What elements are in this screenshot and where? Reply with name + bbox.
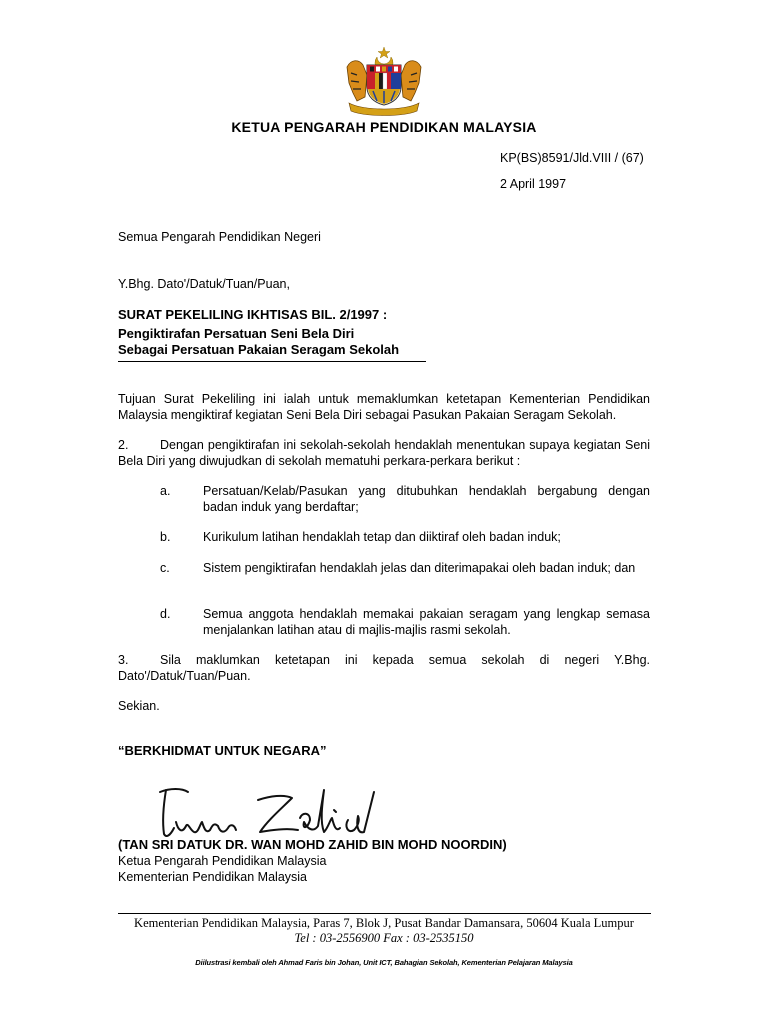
- paragraph-3: [118, 653, 650, 684]
- list-item-letter: b.: [160, 530, 171, 544]
- paragraph-2-number: 2.: [118, 438, 129, 452]
- list-item-text: Semua anggota hendaklah memakai pakaian seragam yang lengkap semasa menjalankan latihan atau di majlis-majlis rasmi sekolah.: [203, 607, 650, 637]
- motto: “BERKHIDMAT UNTUK NEGARA”: [118, 743, 327, 758]
- paragraph-3-text: Sila maklumkan ketetapan ini kepada semua sekolah di negeri Y.Bhg. Dato'/Datuk/Tuan/Puan.: [118, 653, 650, 683]
- closing: Sekian.: [118, 699, 160, 713]
- circular-number: SURAT PEKELILING IKHTISAS BIL. 2/1997 :: [118, 307, 388, 322]
- footer-address: Kementerian Pendidikan Malaysia, Paras 7, Blok J, Pusat Bandar Damansara, 50604 Kuala Lumpur: [134, 916, 634, 930]
- malaysia-coat-of-arms-icon: [343, 45, 425, 117]
- footer-divider: [118, 913, 651, 914]
- list-item-text: Persatuan/Kelab/Pasukan yang ditubuhkan hendaklah bergabung dengan badan induk yang berdaftar;: [203, 484, 650, 514]
- subject-underline: [118, 361, 426, 362]
- signer-title: Ketua Pengarah Pendidikan Malaysia: [118, 854, 327, 868]
- subject-title-line-2: Sebagai Persatuan Pakaian Seragam Sekolah: [118, 342, 400, 357]
- paragraph-3-number: 3.: [118, 653, 129, 667]
- illustration-credit: Diilustrasi kembali oleh Ahmad Faris bin Johan, Unit ICT, Bahagian Sekolah, Kementerian Pelajaran Malaysia: [195, 958, 573, 967]
- recipient: Semua Pengarah Pendidikan Negeri: [118, 230, 321, 244]
- letter-date: 2 April 1997: [500, 177, 567, 191]
- list-item-text: Sistem pengiktirafan hendaklah jelas dan diterimapakai oleh badan induk; dan: [203, 561, 636, 575]
- list-item: [160, 607, 650, 638]
- list-item: [160, 530, 650, 546]
- paragraph-2-text: Dengan pengiktirafan ini sekolah-sekolah hendaklah menentukan supaya kegiatan Seni Bela Diri yang diwujudkan di sekolah mematuhi perkara-perkara berikut :: [118, 438, 650, 468]
- footer-contact: Tel : 03-2556900 Fax : 03-2535150: [294, 931, 474, 945]
- list-item-text: Kurikulum latihan hendaklah tetap dan diiktiraf oleh badan induk;: [203, 530, 561, 544]
- reference-number: KP(BS)8591/Jld.VIII / (67): [500, 151, 644, 165]
- list-item-letter: a.: [160, 484, 171, 498]
- signer-ministry: Kementerian Pendidikan Malaysia: [118, 870, 307, 884]
- signature: [152, 782, 392, 842]
- page-title: KETUA PENGARAH PENDIDIKAN MALAYSIA: [231, 119, 537, 135]
- subject-title-line-1: Pengiktirafan Persatuan Seni Bela Diri: [118, 326, 355, 341]
- salutation: Y.Bhg. Dato'/Datuk/Tuan/Puan,: [118, 277, 290, 291]
- subject-title: [118, 326, 399, 358]
- list-item: [160, 561, 650, 577]
- list-item-letter: d.: [160, 607, 171, 621]
- list-item-letter: c.: [160, 561, 170, 575]
- signer-name: (TAN SRI DATUK DR. WAN MOHD ZAHID BIN MOHD NOORDIN): [118, 837, 507, 852]
- list-item: [160, 484, 650, 515]
- paragraph-1: Tujuan Surat Pekeliling ini ialah untuk memaklumkan ketetapan Kementerian Pendidikan Malaysia mengiktiraf kegiatan Seni Bela Diri sebagai Pasukan Pakaian Seragam Sekolah.: [118, 392, 650, 422]
- paragraph-2: [118, 438, 650, 469]
